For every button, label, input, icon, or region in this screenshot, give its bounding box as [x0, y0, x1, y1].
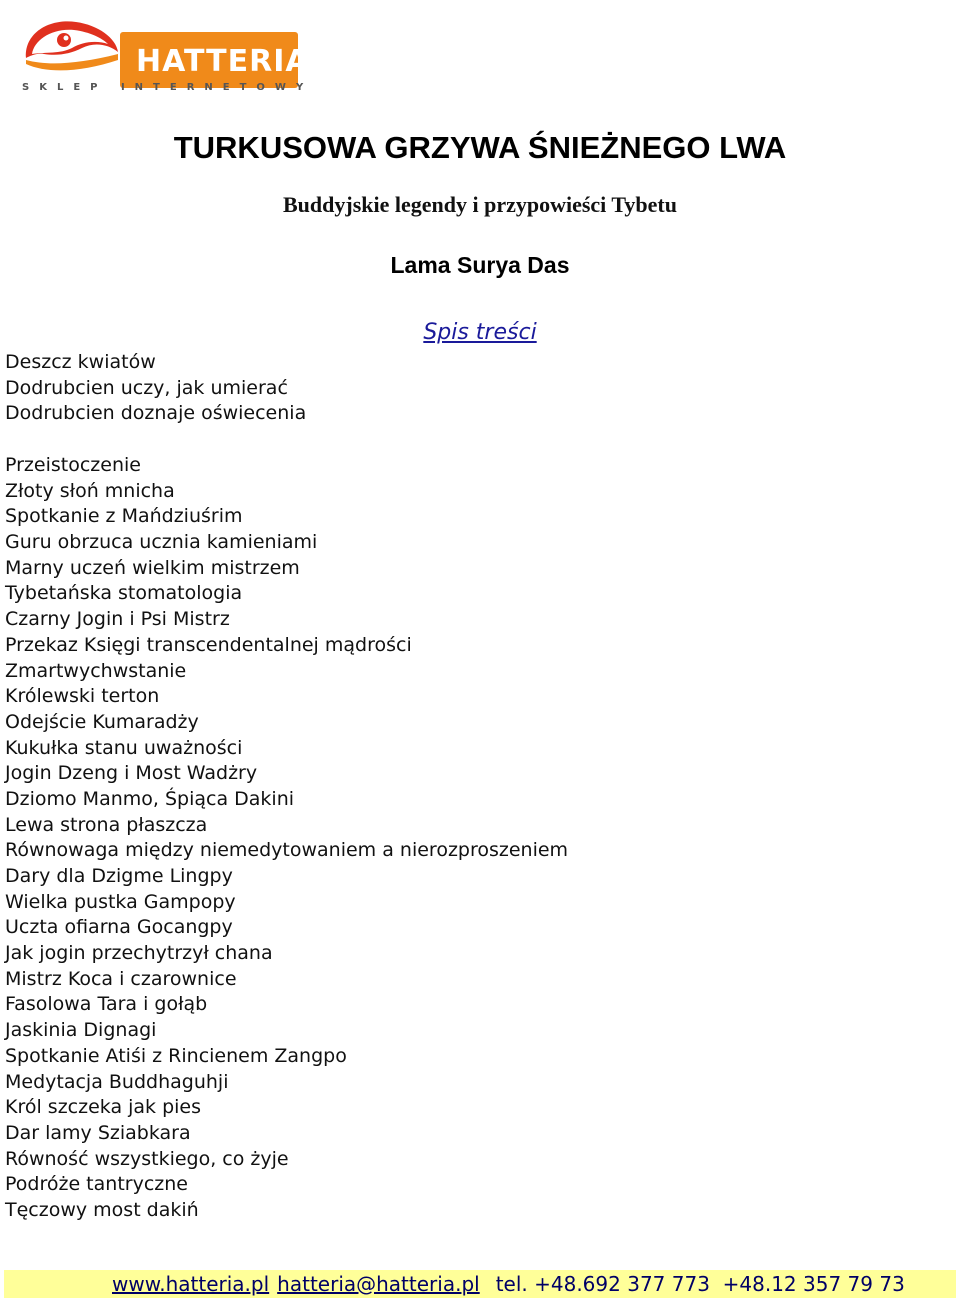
email-link[interactable]: hatteria@hatteria.pl	[277, 1272, 480, 1296]
toc-item: Równość wszystkiego, co żyje	[5, 1147, 289, 1170]
toc-item: Przekaz Księgi transcendentalnej mądrości	[5, 633, 412, 656]
phone-numbers: tel. +48.692 377 773 +48.12 357 79 73	[495, 1272, 905, 1296]
toc-item: Lewa strona płaszcza	[5, 813, 208, 836]
toc-item: Marny uczeń wielkim mistrzem	[5, 556, 300, 579]
logo-wordmark: HATTERIA	[136, 44, 310, 79]
footer-contact	[112, 1270, 905, 1298]
lizard-logo-icon	[18, 14, 128, 84]
toc-group-2	[5, 453, 568, 1224]
document-subtitle: Buddyjskie legendy i przypowieści Tybetu	[282, 192, 677, 217]
toc-heading[interactable]: Spis treści	[423, 320, 537, 345]
toc-item: Odejście Kumaradży	[5, 710, 199, 733]
toc-item: Jogin Dzeng i Most Wadżry	[5, 762, 258, 785]
toc-item: Spotkanie Atiśi z Rincienem Zangpo	[5, 1044, 347, 1067]
toc-item: Podróże tantryczne	[5, 1173, 188, 1196]
toc-item: Dodrubcien uczy, jak umierać	[5, 376, 288, 399]
toc-item: Fasolowa Tara i gołąb	[5, 993, 208, 1016]
toc-item: Król szczeka jak pies	[5, 1096, 202, 1119]
store-logo[interactable]	[18, 14, 314, 98]
toc-item: Jaskinia Dignagi	[5, 1019, 157, 1042]
website-link[interactable]: www.hatteria.pl	[112, 1272, 270, 1296]
toc-item: Dodrubcien doznaje oświecenia	[5, 402, 307, 425]
toc-item: Wielka pustka Gampopy	[5, 890, 236, 913]
toc-item: Medytacja Buddhaguhji	[5, 1070, 229, 1093]
toc-item: Dar lamy Sziabkara	[5, 1121, 191, 1144]
toc-item: Zmartwychwstanie	[5, 659, 187, 682]
toc-item: Spotkanie z Mańdziuśrim	[5, 505, 243, 528]
toc-item: Mistrz Koca i czarownice	[5, 967, 237, 990]
toc-item: Czarny Jogin i Psi Mistrz	[5, 608, 230, 631]
toc-item: Tęczowy most dakiń	[5, 1198, 199, 1221]
toc-item: Deszcz kwiatów	[5, 351, 156, 373]
toc-item: Dary dla Dzigme Lingpy	[5, 865, 233, 887]
document-author: Lama Surya Das	[390, 252, 570, 278]
logo-tagline: SKLEP INTERNETOWY	[22, 82, 314, 93]
toc-item: Jak jogin przechytrzył chana	[5, 942, 273, 965]
toc-item: Królewski terton	[5, 685, 160, 708]
toc-item: Tybetańska stomatologia	[5, 582, 243, 605]
toc-item: Złoty słoń mnicha	[5, 479, 175, 502]
toc-item: Uczta ofiarna Gocangpy	[5, 916, 233, 939]
toc-item: Przeistoczenie	[5, 454, 141, 476]
toc-group-1	[5, 350, 306, 427]
document-title: TURKUSOWA GRZYWA ŚNIEŻNEGO LWA	[173, 130, 787, 165]
toc-item: Równowaga między niemedytowaniem a nierozproszeniem	[5, 839, 569, 862]
toc-item: Dziomo Manmo, Śpiąca Dakini	[5, 787, 295, 810]
toc-item: Kukułka stanu uważności	[5, 736, 243, 759]
toc-item: Guru obrzuca ucznia kamieniami	[5, 531, 318, 554]
